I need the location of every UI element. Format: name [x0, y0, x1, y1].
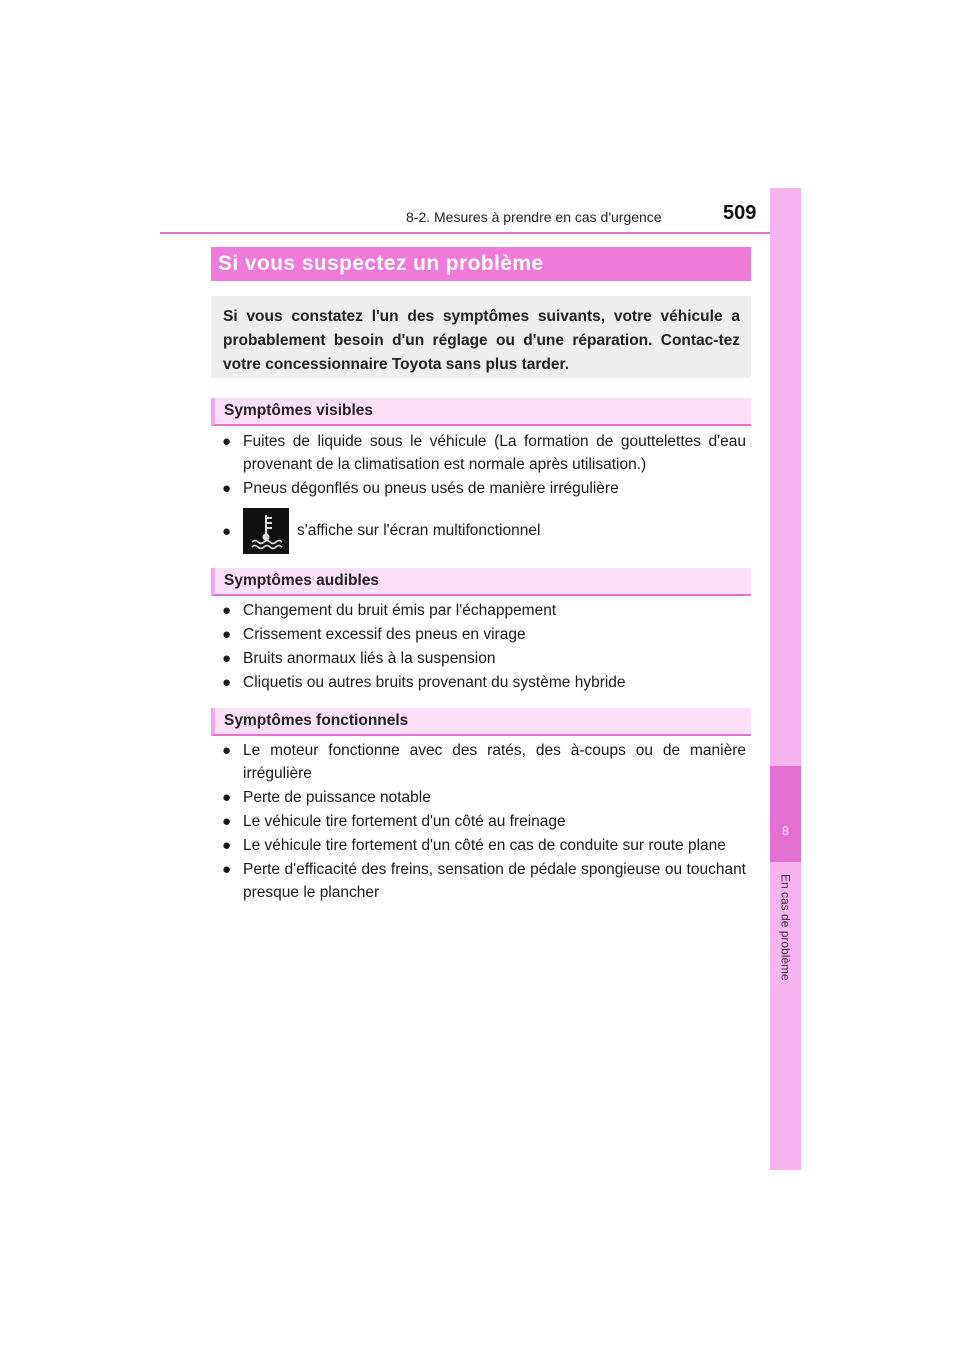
list-item — [222, 647, 746, 670]
list-item-text: Bruits anormaux liés à la suspension — [243, 650, 496, 667]
list-item — [222, 477, 746, 500]
bullet-icon: ● — [222, 837, 232, 854]
list-item — [222, 599, 746, 622]
bullet-icon: ● — [222, 433, 232, 450]
list-item-text: Crissement excessif des pneus en virage — [243, 626, 526, 643]
bullet-icon: ● — [222, 861, 232, 878]
section-header-visibles: Symptômes visibles — [211, 398, 751, 426]
list-item-text: Cliquetis ou autres bruits provenant du système hybride — [243, 674, 626, 691]
bullet-icon: ● — [222, 650, 232, 667]
list-item-text: Pneus dégonflés ou pneus usés de manière irrégulière — [243, 480, 619, 497]
bullet-icon: ● — [222, 674, 232, 691]
list-item-icon-row — [222, 507, 746, 555]
list-item-text: Changement du bruit émis par l'échappement — [243, 602, 557, 619]
section-header-fonctionnels: Symptômes fonctionnels — [211, 708, 751, 736]
chapter-side-tab-active — [770, 766, 801, 862]
list-item — [222, 858, 746, 904]
list-item-text: Perte de puissance notable — [243, 789, 431, 806]
list-item-text: Fuites de liquide sous le véhicule (La formation de gouttelettes d'eau provenant de la climatisation est normale après utilisation.) — [243, 433, 746, 473]
header-divider — [160, 232, 800, 234]
section-header-audibles: Symptômes audibles — [211, 568, 751, 596]
list-item — [222, 739, 746, 785]
list-item — [222, 786, 746, 809]
bullet-icon: ● — [222, 789, 232, 806]
chapter-side-tab — [770, 188, 801, 1170]
list-item — [222, 834, 746, 857]
list-visibles — [222, 430, 746, 501]
list-item-text: Perte d'efficacité des freins, sensation de pédale spongieuse ou touchant presque le plancher — [243, 861, 746, 901]
bullet-icon: ● — [222, 626, 232, 643]
chapter-number: 8 — [782, 824, 789, 838]
intro-box: Si vous constatez l'un des symptômes suivants, votre véhicule a probablement besoin d'un réglage ou d'une réparation. Contac-tez votre concessionnaire Toyota sans plus tarder. — [211, 296, 751, 378]
coolant-temperature-warning-icon — [243, 508, 289, 554]
list-item-text: s'affiche sur l'écran multifonctionnel — [297, 522, 541, 539]
list-item — [222, 430, 746, 476]
page-number: 509 — [723, 202, 757, 224]
header-section-title: 8-2. Mesures à prendre en cas d'urgence — [406, 209, 662, 225]
bullet-icon: ● — [222, 480, 232, 497]
list-item — [222, 623, 746, 646]
list-audibles — [222, 599, 746, 695]
list-fonctionnels — [222, 739, 746, 905]
list-item — [222, 810, 746, 833]
bullet-icon: ● — [222, 522, 232, 540]
chapter-label: En cas de problème — [778, 874, 793, 981]
bullet-icon: ● — [222, 813, 232, 830]
bullet-icon: ● — [222, 602, 232, 619]
page-title: Si vous suspectez un problème — [211, 247, 751, 281]
list-item-text: Le véhicule tire fortement d'un côté au freinage — [243, 813, 566, 830]
list-item-text: Le moteur fonctionne avec des ratés, des à-coups ou de manière irrégulière — [243, 742, 746, 782]
list-item-text: Le véhicule tire fortement d'un côté en cas de conduite sur route plane — [243, 837, 726, 854]
list-item — [222, 671, 746, 694]
bullet-icon: ● — [222, 742, 232, 759]
